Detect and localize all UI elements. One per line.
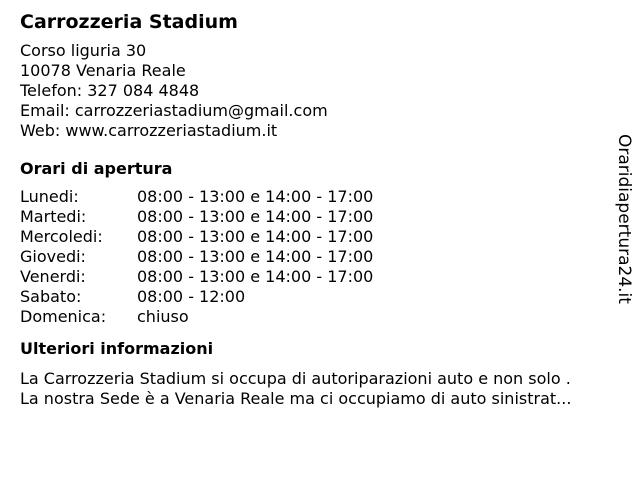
info-title: Ulteriori informazioni xyxy=(20,339,214,358)
day-label: Giovedi: xyxy=(20,247,86,266)
time-value: 08:00 - 12:00 xyxy=(137,287,246,306)
time-value: chiuso xyxy=(137,307,189,326)
day-label: Lunedi: xyxy=(20,187,79,206)
phone-line: Telefon: 327 084 4848 xyxy=(20,81,200,100)
hours-row xyxy=(20,307,610,327)
time-value: 08:00 - 13:00 e 14:00 - 17:00 xyxy=(137,207,374,226)
email-line: Email: carrozzeriastadium@gmail.com xyxy=(20,101,328,120)
hours-row xyxy=(20,227,610,247)
time-value: 08:00 - 13:00 e 14:00 - 17:00 xyxy=(137,187,374,206)
description-line-2: La nostra Sede è a Venaria Reale ma ci occupiamo di auto sinistrat... xyxy=(20,389,572,408)
address-line-2: 10078 Venaria Reale xyxy=(20,61,186,80)
hours-row xyxy=(20,247,610,267)
web-line: Web: www.carrozzeriastadium.it xyxy=(20,121,278,140)
day-label: Domenica: xyxy=(20,307,107,326)
hours-row xyxy=(20,187,610,207)
watermark-container xyxy=(612,134,636,310)
day-label: Sabato: xyxy=(20,287,82,306)
day-label: Venerdi: xyxy=(20,267,86,286)
hours-title: Orari di apertura xyxy=(20,159,173,178)
address-line-1: Corso liguria 30 xyxy=(20,41,147,60)
hours-row xyxy=(20,267,610,287)
time-value: 08:00 - 13:00 e 14:00 - 17:00 xyxy=(137,227,374,246)
description-line-1: La Carrozzeria Stadium si occupa di autoriparazioni auto e non solo . xyxy=(20,369,571,388)
business-card xyxy=(20,10,610,409)
day-label: Mercoledi: xyxy=(20,227,103,246)
business-name: Carrozzeria Stadium xyxy=(20,11,238,33)
time-value: 08:00 - 13:00 e 14:00 - 17:00 xyxy=(137,267,374,286)
watermark-text: Oraridiapertura24.it xyxy=(614,134,634,304)
hours-row xyxy=(20,287,610,307)
day-label: Martedi: xyxy=(20,207,87,226)
hours-row xyxy=(20,207,610,227)
hours-table xyxy=(20,187,610,327)
time-value: 08:00 - 13:00 e 14:00 - 17:00 xyxy=(137,247,374,266)
